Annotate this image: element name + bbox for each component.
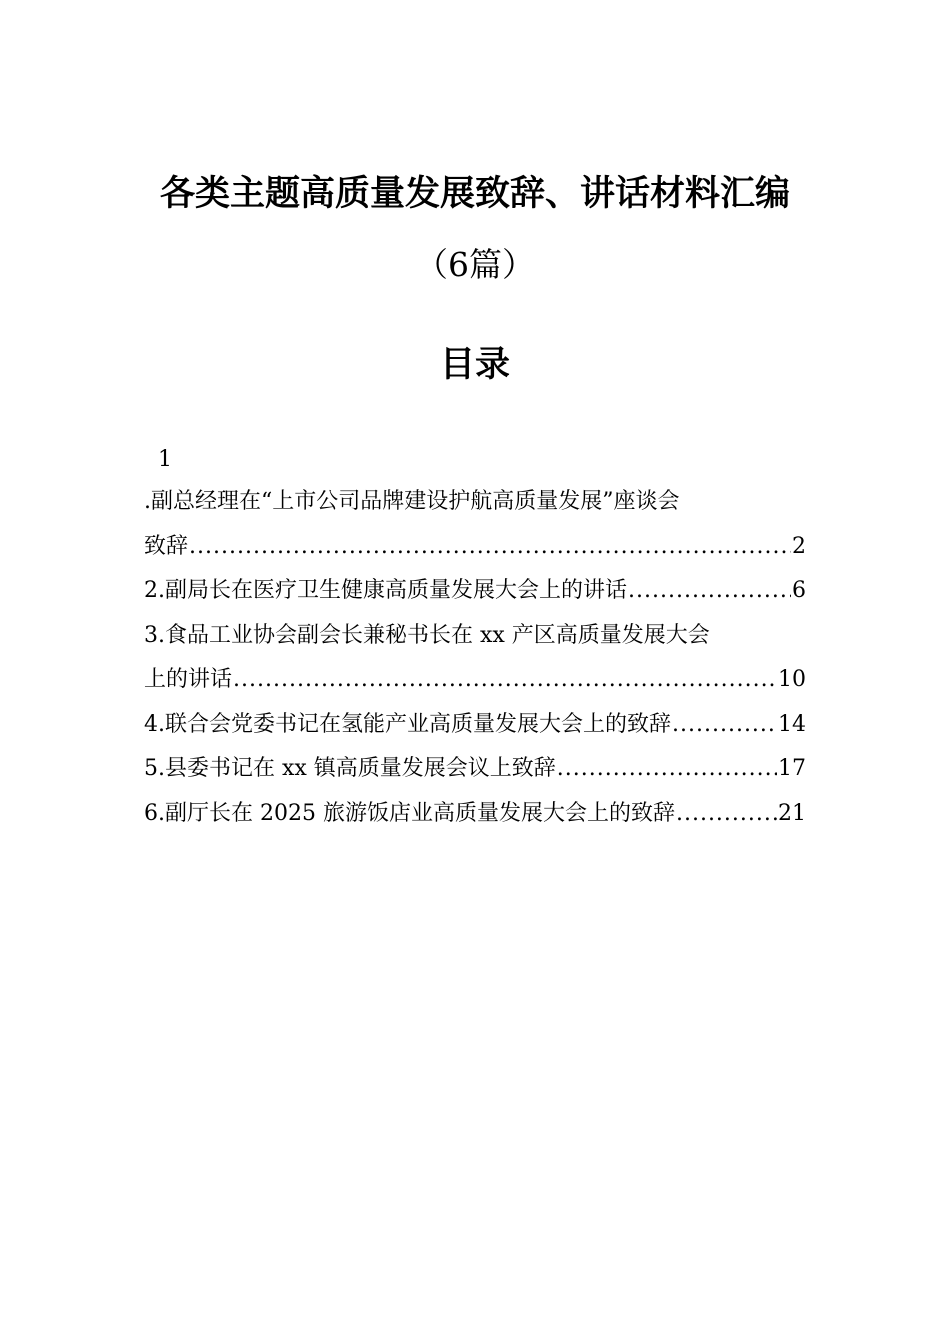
toc-entry-3-page: 10 bbox=[778, 667, 806, 692]
toc-entry-1[interactable] bbox=[144, 525, 806, 570]
toc-entry-6-page: 21 bbox=[778, 800, 806, 826]
toc-entry-4-page: 14 bbox=[778, 711, 806, 737]
toc-entry-1-line2: 致辞 bbox=[144, 533, 189, 559]
toc-entry-6[interactable] bbox=[144, 792, 806, 837]
toc-entry-5-text: 5.县委书记在 xx 镇高质量发展会议上致辞 bbox=[144, 756, 556, 781]
table-of-contents bbox=[144, 440, 806, 836]
toc-entry-3-line2: 上的讲话 bbox=[144, 667, 233, 692]
toc-entry-3[interactable] bbox=[144, 658, 806, 703]
toc-entry-5[interactable] bbox=[144, 747, 806, 792]
toc-entry-6-text: 6.副厅长在 2025 旅游饭店业高质量发展大会上的致辞 bbox=[144, 800, 675, 826]
toc-entry-5-page: 17 bbox=[778, 756, 806, 781]
toc-heading: 目录 bbox=[439, 344, 510, 385]
toc-entry-4[interactable] bbox=[144, 703, 806, 748]
toc-entry-1-line1[interactable]: .副总经理在“上市公司品牌建设护航高质量发展”座谈会 bbox=[144, 489, 680, 514]
toc-entry-2-page: 6 bbox=[792, 578, 806, 603]
toc-entry-4-text: 4.联合会党委书记在氢能产业高质量发展大会上的致辞 bbox=[144, 711, 671, 737]
toc-leader-dots bbox=[233, 658, 777, 703]
toc-entry-2-text: 2.副局长在医疗卫生健康高质量发展大会上的讲话 bbox=[144, 578, 627, 603]
toc-entry-2[interactable] bbox=[144, 569, 806, 614]
toc-leader-dots bbox=[628, 569, 791, 614]
document-subtitle: （6篇） bbox=[415, 245, 535, 284]
document-title: 各类主题高质量发展致辞、讲话材料汇编 bbox=[159, 173, 790, 214]
toc-entry-1-number: 1 bbox=[158, 447, 172, 472]
toc-entry-3-line1[interactable]: 3.食品工业协会副会长兼秘书长在 xx 产区高质量发展大会 bbox=[144, 622, 710, 648]
toc-leader-dots bbox=[676, 792, 777, 837]
toc-leader-dots bbox=[189, 525, 791, 570]
toc-entry-1-page: 2 bbox=[792, 533, 806, 559]
toc-leader-dots bbox=[557, 747, 777, 792]
toc-leader-dots bbox=[672, 703, 777, 748]
